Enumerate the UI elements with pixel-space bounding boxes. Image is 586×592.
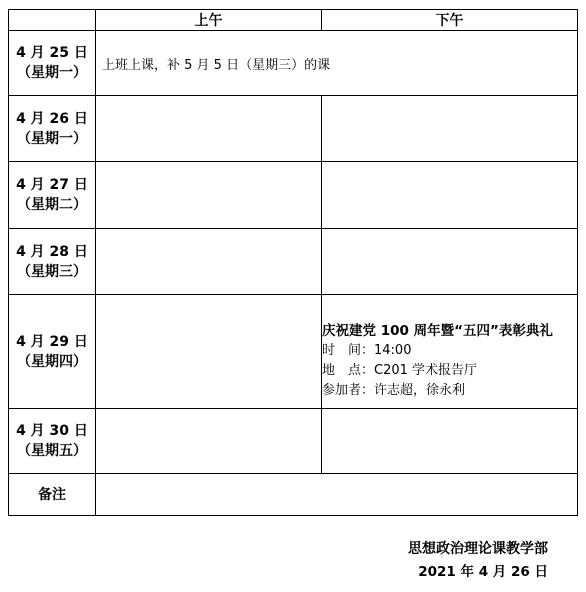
row-apr-27 — [9, 162, 578, 229]
date-cell — [9, 409, 96, 474]
row-apr-30 — [9, 409, 578, 474]
morning-cell — [96, 409, 322, 474]
date-cell — [9, 229, 96, 295]
afternoon-cell — [322, 96, 578, 162]
weekday-text: （星期四） — [17, 353, 87, 370]
weekly-schedule-table — [8, 9, 578, 516]
header-blank — [9, 10, 96, 31]
event-attendees: 参加者：许志超，徐永利 — [322, 382, 466, 398]
weekday-text: （星期五） — [17, 443, 87, 459]
afternoon-event-cell — [322, 295, 578, 409]
header-row — [9, 10, 578, 31]
date-text: 4 月 28 日 — [16, 243, 88, 260]
date-cell — [9, 162, 96, 229]
header-afternoon: 下午 — [322, 10, 578, 31]
afternoon-cell — [322, 409, 578, 474]
footer-date: 2021 年 4 月 26 日 — [418, 564, 548, 580]
footer-organization: 思想政治理论课教学部 — [408, 541, 548, 557]
merged-note-text: 上班上课，补 5 月 5 日（星期三）的课 — [102, 57, 331, 73]
date-cell — [9, 295, 96, 409]
weekday-text: （星期三） — [17, 263, 87, 280]
row-apr-28 — [9, 229, 578, 295]
date-text: 4 月 27 日 — [16, 177, 88, 193]
weekday-text: （星期二） — [17, 197, 87, 213]
morning-cell — [96, 96, 322, 162]
weekday-text: （星期一） — [17, 65, 87, 81]
afternoon-cell — [322, 229, 578, 295]
event-time: 时 间：14:00 — [322, 342, 412, 358]
remarks-label: 备注 — [9, 474, 96, 516]
row-apr-25 — [9, 31, 578, 96]
row-apr-26 — [9, 96, 578, 162]
date-text: 4 月 29 日 — [16, 333, 88, 350]
row-apr-29 — [9, 295, 578, 409]
date-text: 4 月 30 日 — [16, 423, 88, 439]
morning-cell — [96, 229, 322, 295]
merged-note-cell — [96, 31, 578, 96]
afternoon-cell — [322, 162, 578, 229]
date-cell — [9, 31, 96, 96]
event-title: 庆祝建党 100 周年暨“五四”表彰典礼 — [322, 322, 553, 339]
event-block — [322, 303, 577, 401]
event-place: 地 点：C201 学术报告厅 — [322, 362, 478, 378]
remarks-cell — [96, 474, 578, 516]
date-cell — [9, 96, 96, 162]
date-text: 4 月 26 日 — [16, 110, 88, 127]
morning-cell — [96, 295, 322, 409]
date-text: 4 月 25 日 — [16, 45, 88, 61]
remarks-row — [9, 474, 578, 516]
header-morning: 上午 — [96, 10, 322, 31]
weekday-text: （星期一） — [17, 130, 87, 147]
morning-cell — [96, 162, 322, 229]
